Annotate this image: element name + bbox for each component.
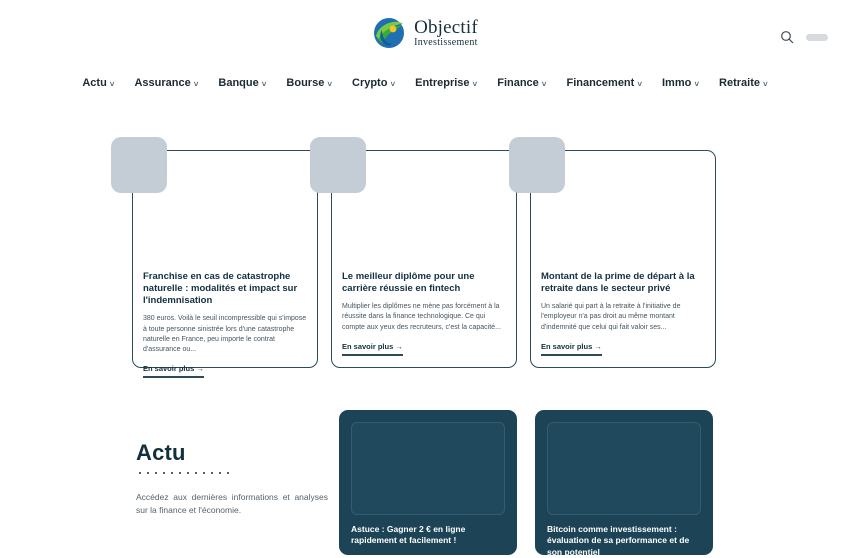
- search-icon[interactable]: [780, 30, 794, 44]
- chevron-down-icon: ˅: [327, 79, 332, 89]
- nav-label: Financement: [566, 77, 635, 89]
- card-description: Multiplier les diplômes ne mène pas forcément à la réussite dans la finance technologique. Ce qui compte aux yeux des recruteurs, c'est la capacité...: [342, 303, 501, 331]
- post-thumbnail: [547, 422, 701, 515]
- logo-text: [414, 18, 478, 48]
- nav-label: Banque: [218, 77, 259, 89]
- nav-item-entreprise[interactable]: [415, 77, 477, 89]
- card-body: [541, 271, 705, 356]
- read-more-link[interactable]: En savoir plus →: [541, 342, 602, 356]
- account-pill[interactable]: [806, 34, 828, 41]
- card-thumbnail: [509, 137, 565, 193]
- card-body: [143, 271, 307, 378]
- nav-label: Assurance: [134, 77, 191, 89]
- chevron-down-icon: ˅: [261, 79, 267, 89]
- header-actions: [780, 30, 828, 44]
- card-title: Franchise en cas de catastrophe naturelle : modalités et impact sur l'indemnisation: [143, 271, 298, 307]
- nav-label: Entreprise: [415, 77, 470, 89]
- nav-label: Retraite: [719, 77, 760, 89]
- nav-item-retraite[interactable]: [719, 77, 768, 89]
- card-title: Le meilleur diplôme pour une carrière réussie en fintech: [342, 271, 475, 295]
- logo-title: Objectif: [414, 17, 478, 38]
- nav-item-banque[interactable]: [218, 77, 266, 89]
- hero-cards: [0, 122, 850, 372]
- nav-item-immo[interactable]: [662, 77, 699, 89]
- chevron-down-icon: ˅: [637, 79, 642, 89]
- card-thumbnail: [111, 137, 167, 193]
- section-description: Accédez aux dernières informations et analyses sur la finance et l'économie.: [136, 492, 328, 516]
- article-card[interactable]: [331, 150, 517, 368]
- actu-post-card[interactable]: [535, 410, 713, 555]
- card-title: Montant de la prime de départ à la retraite dans le secteur privé: [541, 271, 695, 295]
- post-title: Astuce : Gagner 2 € en ligne rapidement et facilement !: [351, 524, 466, 546]
- post-thumbnail: [351, 422, 505, 515]
- dotted-divider: [136, 470, 232, 476]
- nav-item-financement[interactable]: [566, 77, 642, 89]
- nav-label: Immo: [662, 77, 692, 89]
- actu-post-card[interactable]: [339, 410, 517, 555]
- chevron-down-icon: ˅: [472, 79, 478, 89]
- actu-section: [136, 440, 331, 517]
- nav-item-actu[interactable]: [82, 77, 114, 89]
- read-more-link[interactable]: En savoir plus →: [342, 342, 403, 356]
- nav-label: Actu: [82, 77, 107, 89]
- nav-item-crypto[interactable]: [352, 77, 395, 89]
- card-description: Un salarié qui part à la retraite à l'initiative de l'employeur n'a pas droit au même montant d'indemnité que celui qui fait valoir ses...: [541, 303, 681, 331]
- main-nav: [0, 66, 850, 100]
- nav-item-assurance[interactable]: [134, 77, 198, 89]
- site-logo[interactable]: [372, 16, 478, 50]
- card-body: [342, 271, 506, 356]
- post-title: Bitcoin comme investissement : évaluation de sa performance et de son potentiel: [547, 524, 690, 557]
- site-header: [0, 0, 850, 66]
- section-title: Actu: [136, 440, 186, 465]
- read-more-link[interactable]: En savoir plus →: [143, 364, 204, 378]
- chevron-down-icon: ˅: [390, 79, 396, 89]
- logo-subtitle: Investissement: [414, 37, 478, 48]
- nav-label: Crypto: [352, 77, 388, 89]
- leaf-swirl-logo-icon: [372, 16, 406, 50]
- nav-label: Bourse: [286, 77, 325, 89]
- chevron-down-icon: ˅: [541, 79, 547, 89]
- card-thumbnail: [310, 137, 366, 193]
- nav-item-finance[interactable]: [497, 77, 546, 89]
- chevron-down-icon: ˅: [109, 79, 115, 89]
- chevron-down-icon: ˅: [694, 79, 700, 89]
- card-description: 380 euros. Voilà le seuil incompressible qui s'impose à toute personne sinistrée lors d'une catastrophe naturelle en France, peu importe le contrat d'assurance ou...: [143, 315, 307, 353]
- nav-item-bourse[interactable]: [286, 77, 332, 89]
- article-card[interactable]: [132, 150, 318, 374]
- chevron-down-icon: ˅: [762, 79, 768, 89]
- nav-label: Finance: [497, 77, 539, 89]
- article-card[interactable]: [530, 150, 716, 368]
- chevron-down-icon: ˅: [193, 79, 199, 89]
